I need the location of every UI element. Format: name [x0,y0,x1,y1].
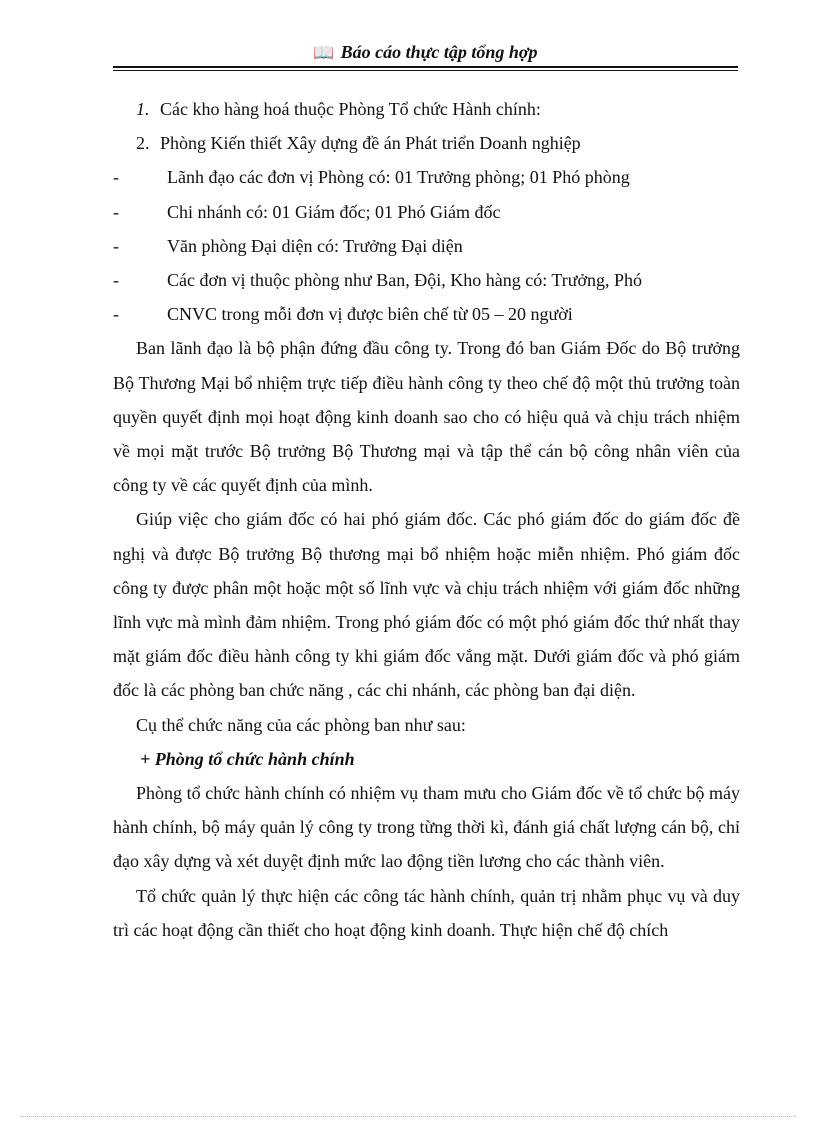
section-heading-admin: + Phòng tổ chức hành chính [140,748,355,769]
item-number: 1. [136,99,150,119]
paragraph-leadership: Ban lãnh đạo là bộ phận đứng đầu công ty. Trong đó ban Giám Đốc do Bộ trưởng Bộ Thương Mại bổ nhiệm trực tiếp điều hành công ty theo chế độ một thủ trưởng toàn quyền quyết định mọi hoạt động kinh doanh sao cho có hiệu quả và chịu trách nhiệm về mọi mặt trước Bộ trưởng Bộ Thương mại và tập thể cán bộ công nhân viên của công ty về các quyết định của mình. [113,338,740,496]
dash-text: Chi nhánh có: 01 Giám đốc; 01 Phó Giám đốc [167,201,501,222]
footer-divider [20,1116,796,1117]
dash-text: Văn phòng Đại diện có: Trưởng Đại diện [167,235,463,256]
dash-marker: - [113,304,119,325]
book-icon: 📖 [313,43,335,62]
dash-item-3 [113,229,740,263]
dash-item-4 [113,263,740,297]
header-rule-thick [113,66,738,68]
paragraph-deputies: Giúp việc cho giám đốc có hai phó giám đốc. Các phó giám đốc do giám đốc đề nghị và được Bộ trưởng Bộ thương mại bổ nhiệm hoặc miễn nhiệm. Phó giám đốc công ty được phân một hoặc một số lĩnh vực và chịu trách nhiệm với giám đốc những lĩnh vực mà mình đảm nhiệm. Trong phó giám đốc có một phó giám đốc thứ nhất thay mặt giám đốc điều hành công ty khi giám đốc vắng mặt. Dưới giám đốc và phó giám đốc là các phòng ban chức năng , các chi nhánh, các phòng ban đại diện. [113,509,740,701]
dash-text: Các đơn vị thuộc phòng như Ban, Đội, Kho hàng có: Trưởng, Phó [167,269,643,290]
numbered-item-1 [113,92,740,126]
dash-text: CNVC trong mỗi đơn vị được biên chế từ 05 – 20 người [167,304,573,325]
functions-intro: Cụ thể chức năng của các phòng ban như sau: [136,714,466,735]
dash-marker: - [113,269,119,290]
document-body [113,92,740,947]
page-header [113,40,738,65]
item-text: Phòng Kiến thiết Xây dựng đề án Phát triển Doanh nghiệp [160,133,581,154]
header-title: Báo cáo thực tập tổng hợp [340,42,538,62]
dash-text: Lãnh đạo các đơn vị Phòng có: 01 Trưởng phòng; 01 Phó phòng [167,167,630,188]
dash-marker: - [113,201,119,222]
item-number: 2. [136,133,150,154]
numbered-item-2 [113,126,740,160]
item-text: Các kho hàng hoá thuộc Phòng Tổ chức Hành chính: [160,99,541,119]
paragraph-admin-duties: Phòng tổ chức hành chính có nhiệm vụ tham mưu cho Giám đốc về tổ chức bộ máy hành chính, bộ máy quản lý công ty trong từng thời kì, đánh giá chất lượng cán bộ, chỉ đạo xây dựng và xét duyệt định mức lao động tiền lương cho các thành viên. [113,782,740,872]
dash-item-1 [113,160,740,194]
dash-item-5 [113,297,740,331]
dash-marker: - [113,167,119,188]
paragraph-admin-management: Tổ chức quản lý thực hiện các công tác hành chính, quản trị nhằm phục vụ và duy trì các hoạt động cần thiết cho hoạt động kinh doanh. Thực hiện chế độ chích [113,885,740,940]
dash-item-2 [113,195,740,229]
header-rule-thin [113,70,738,71]
dash-marker: - [113,235,119,256]
